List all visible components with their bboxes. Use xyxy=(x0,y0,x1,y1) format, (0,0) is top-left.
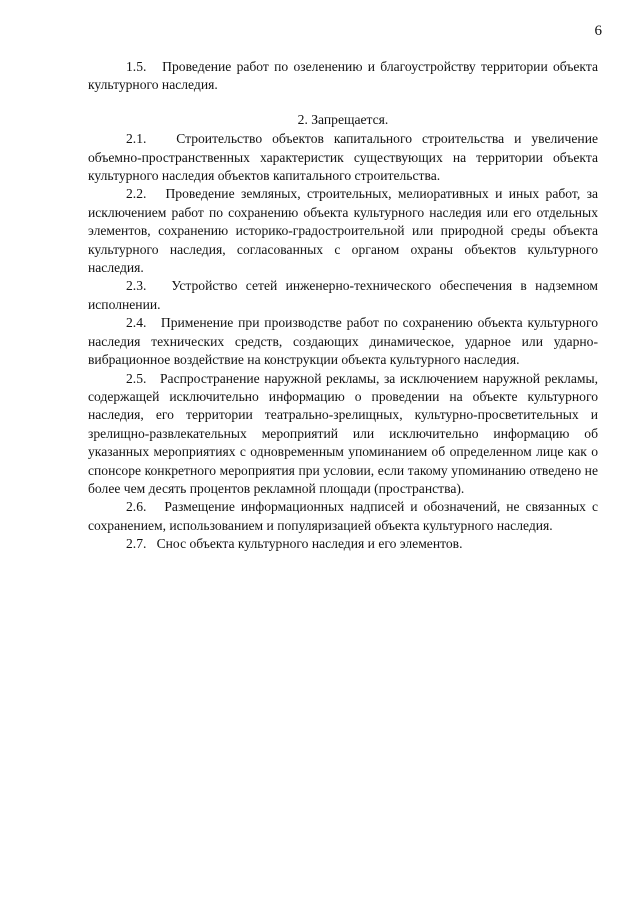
list-item-2-1: 2.1. Строительство объектов капитального строительства и увеличение объемно-пространственных характеристик существующих на территории объекта культурного наследия объектов капитального строительства. xyxy=(88,131,598,184)
list-item-2-2: 2.2. Проведение земляных, строительных, мелиоративных и иных работ, за исключением работ по сохранению объекта культурного наследия или его отдельных элементов, сохранению историко-градостроительной или природной среды объекта культурного наследия, согласованных с органом охраны объектов культурного наследия. xyxy=(88,186,598,276)
list-item-2-3: 2.3. Устройство сетей инженерно-технического обеспечения в надземном исполнении. xyxy=(88,278,598,312)
list-item-2-5: 2.5. Распространение наружной рекламы, за исключением наружной рекламы, содержащей исключительно информацию о проведении на объекте культурного наследия, его территории театрально-зрелищных, культурно-просветительных и зрелищно-развлекательных мероприятий или исключительно информацию об указанных мероприятиях с одновременным упоминанием об определенном лице как о спонсоре конкретного мероприятия при условии, если такому упоминанию отведено не более чем десять процентов рекламной площади (пространства). xyxy=(88,370,598,496)
list-item-2-7: 2.7. Снос объекта культурного наследия и его элементов. xyxy=(126,536,463,552)
document-body xyxy=(88,58,598,554)
section-heading: 2. Запрещается. xyxy=(297,111,389,127)
list-item-2-4: 2.4. Применение при производстве работ по сохранению объекта культурного наследия технических средств, создающих динамическое, ударное или ударно-вибрационное воздействие на конструкции объекта культурного наследия. xyxy=(88,315,598,368)
list-item-2-6: 2.6. Размещение информационных надписей и обозначений, не связанных с сохранением, использованием и популяризацией объекта культурного наследия. xyxy=(88,499,598,533)
page-number: 6 xyxy=(594,23,602,39)
list-item-1-5: 1.5. Проведение работ по озеленению и благоустройству территории объекта культурного наследия. xyxy=(88,59,598,93)
